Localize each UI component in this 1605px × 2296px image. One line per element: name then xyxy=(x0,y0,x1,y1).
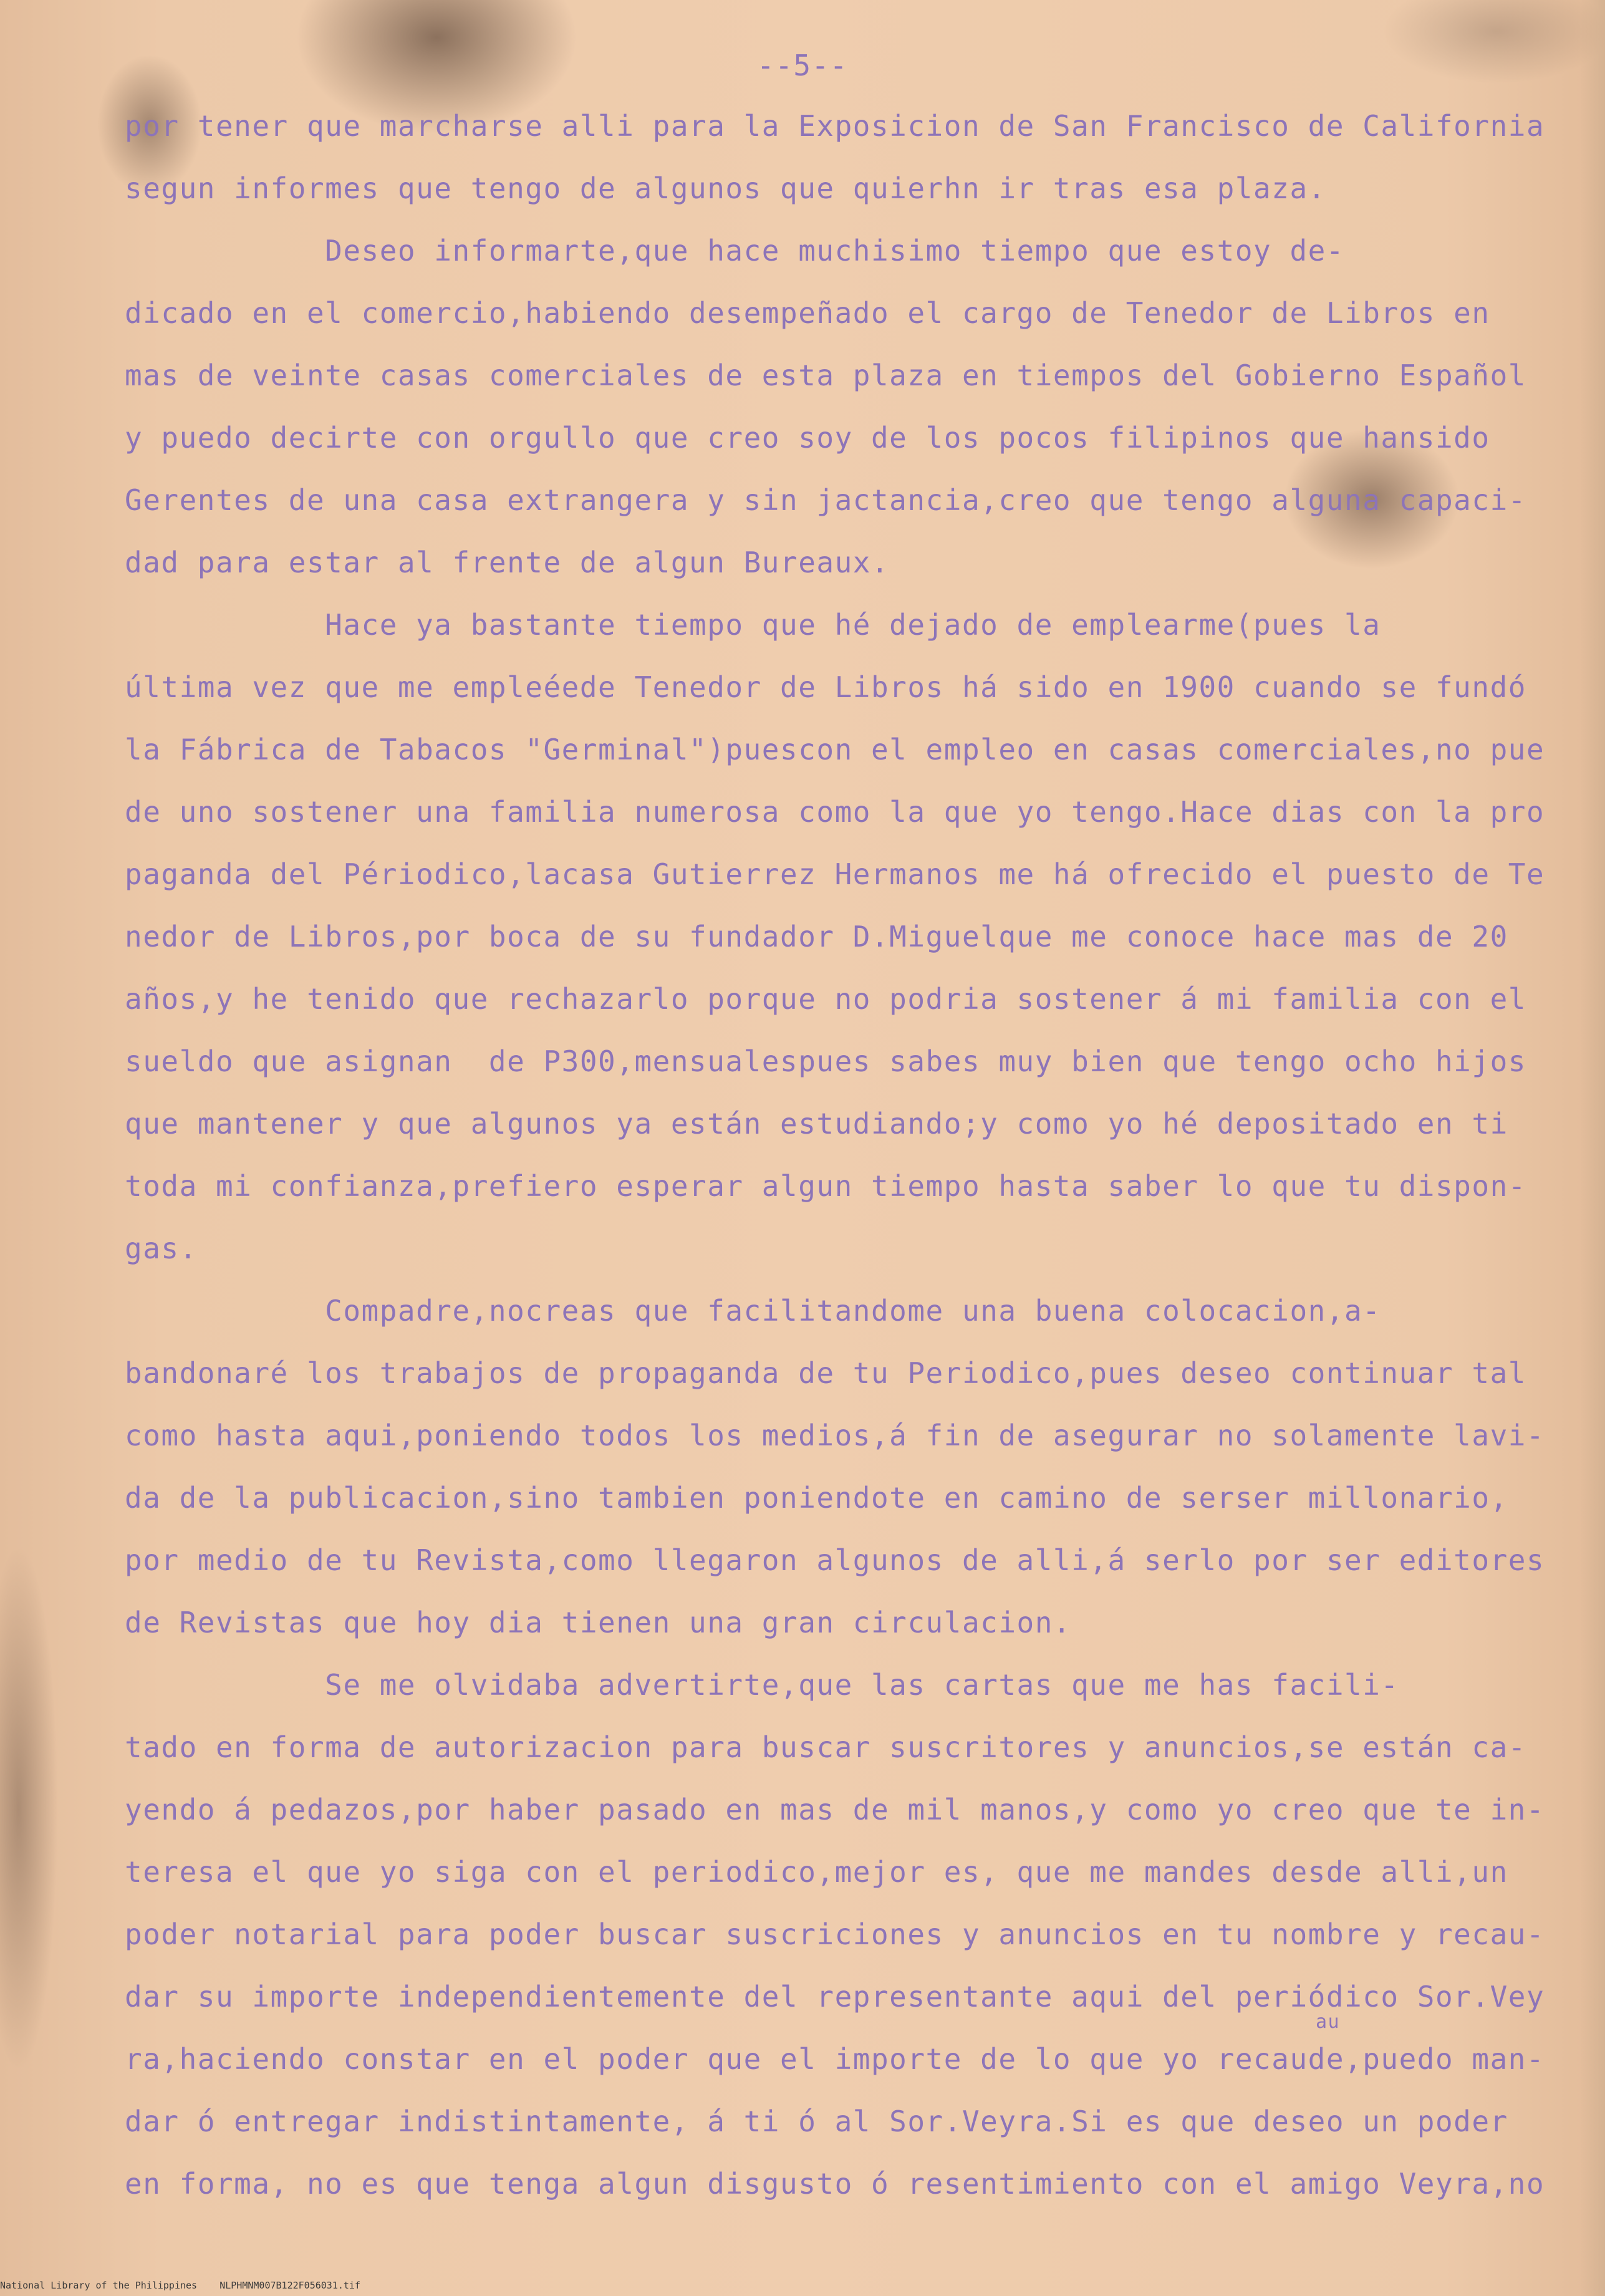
text-line-33: dar ó entregar indistintamente, á ti ó al Sor.Veyra.Si es que deseo un poder xyxy=(125,2105,1508,2138)
archive-footer: National Library of the Philippines NLPHMNM007B122F056031.tif xyxy=(0,2280,360,2291)
interlinear-note: au xyxy=(1316,2011,1341,2033)
text-line-21: bandonaré los trabajos de propaganda de tu Periodico,pues deseo continuar tal xyxy=(125,1356,1526,1390)
text-line-19: gas. xyxy=(125,1232,198,1265)
paper-edge-shadow xyxy=(1580,0,1605,2296)
text-line-27: tado en forma de autorizacion para buscar suscritores y anuncios,se están ca- xyxy=(125,1730,1526,1764)
text-line-28: yendo á pedazos,por haber pasado en mas de mil manos,y como yo creo que te in- xyxy=(125,1793,1545,1826)
text-line-15: años,y he tenido que rechazarlo porque no podria sostener á mi familia con el xyxy=(125,982,1526,1016)
text-line-8: dad para estar al frente de algun Bureaux. xyxy=(125,546,890,579)
text-line-18: toda mi confianza,prefiero esperar algun tiempo hasta saber lo que tu dispon- xyxy=(125,1169,1526,1203)
text-line-12: de uno sostener una familia numerosa como la que yo tengo.Hace dias con la pro xyxy=(125,795,1545,829)
text-line-29: teresa el que yo siga con el periodico,mejor es, que me mandes desde alli,un xyxy=(125,1855,1508,1889)
text-line-30: poder notarial para poder buscar suscriciones y anuncios en tu nombre y recau- xyxy=(125,1917,1545,1951)
text-line-6: y puedo decirte con orgullo que creo soy de los pocos filipinos que hansido xyxy=(125,421,1490,455)
text-line-10: última vez que me empleéede Tenedor de Libros há sido en 1900 cuando se fundó xyxy=(125,670,1526,704)
text-line-31: dar su importe independientemente del representante aqui del periódico Sor.Vey xyxy=(125,1980,1545,2014)
text-line-4: dicado en el comercio,habiendo desempeñado el cargo de Tenedor de Libros en xyxy=(125,296,1490,330)
text-line-25: de Revistas que hoy dia tienen una gran circulacion. xyxy=(125,1606,1072,1639)
text-line-17: que mantener y que algunos ya están estudiando;y como yo hé depositado en ti xyxy=(125,1107,1508,1141)
text-line-7: Gerentes de una casa extrangera y sin jactancia,creo que tengo alguna capaci- xyxy=(125,483,1526,517)
text-line-32: ra,haciendo constar en el poder que el importe de lo que yo recaude,puedo man- xyxy=(125,2042,1545,2076)
text-line-20: Compadre,nocreas que facilitandome una buena colocacion,a- xyxy=(125,1294,1381,1328)
text-line-23: da de la publicacion,sino tambien poniendote en camino de serser millonario, xyxy=(125,1481,1508,1515)
text-line-14: nedor de Libros,por boca de su fundador D.Miguelque me conoce hace mas de 20 xyxy=(125,920,1508,953)
text-line-3: Deseo informarte,que hace muchisimo tiempo que estoy de- xyxy=(125,234,1345,268)
text-line-2: segun informes que tengo de algunos que quierhn ir tras esa plaza. xyxy=(125,171,1326,205)
text-line-5: mas de veinte casas comerciales de esta plaza en tiempos del Gobierno Español xyxy=(125,359,1526,392)
text-line-34: en forma, no es que tenga algun disgusto ó resentimiento con el amigo Veyra,no xyxy=(125,2167,1545,2201)
text-line-13: paganda del Périodico,lacasa Gutierrez Hermanos me há ofrecido el puesto de Te xyxy=(125,857,1545,891)
text-line-9: Hace ya bastante tiempo que hé dejado de emplearme(pues la xyxy=(125,608,1381,642)
page-number: --5-- xyxy=(757,49,848,82)
text-line-1: por tener que marcharse alli para la Exposicion de San Francisco de California xyxy=(125,109,1545,143)
text-line-16: sueldo que asignan de P300,mensualespues sabes muy bien que tengo ocho hijos xyxy=(125,1044,1526,1078)
text-line-11: la Fábrica de Tabacos "Germinal")puescon el empleo en casas comerciales,no pue xyxy=(125,733,1545,766)
text-line-24: por medio de tu Revista,como llegaron algunos de alli,á serlo por ser editores xyxy=(125,1543,1545,1577)
text-line-22: como hasta aqui,poniendo todos los medios,á fin de asegurar no solamente lavi- xyxy=(125,1419,1545,1452)
text-line-26: Se me olvidaba advertirte,que las cartas que me has facili- xyxy=(125,1668,1399,1702)
